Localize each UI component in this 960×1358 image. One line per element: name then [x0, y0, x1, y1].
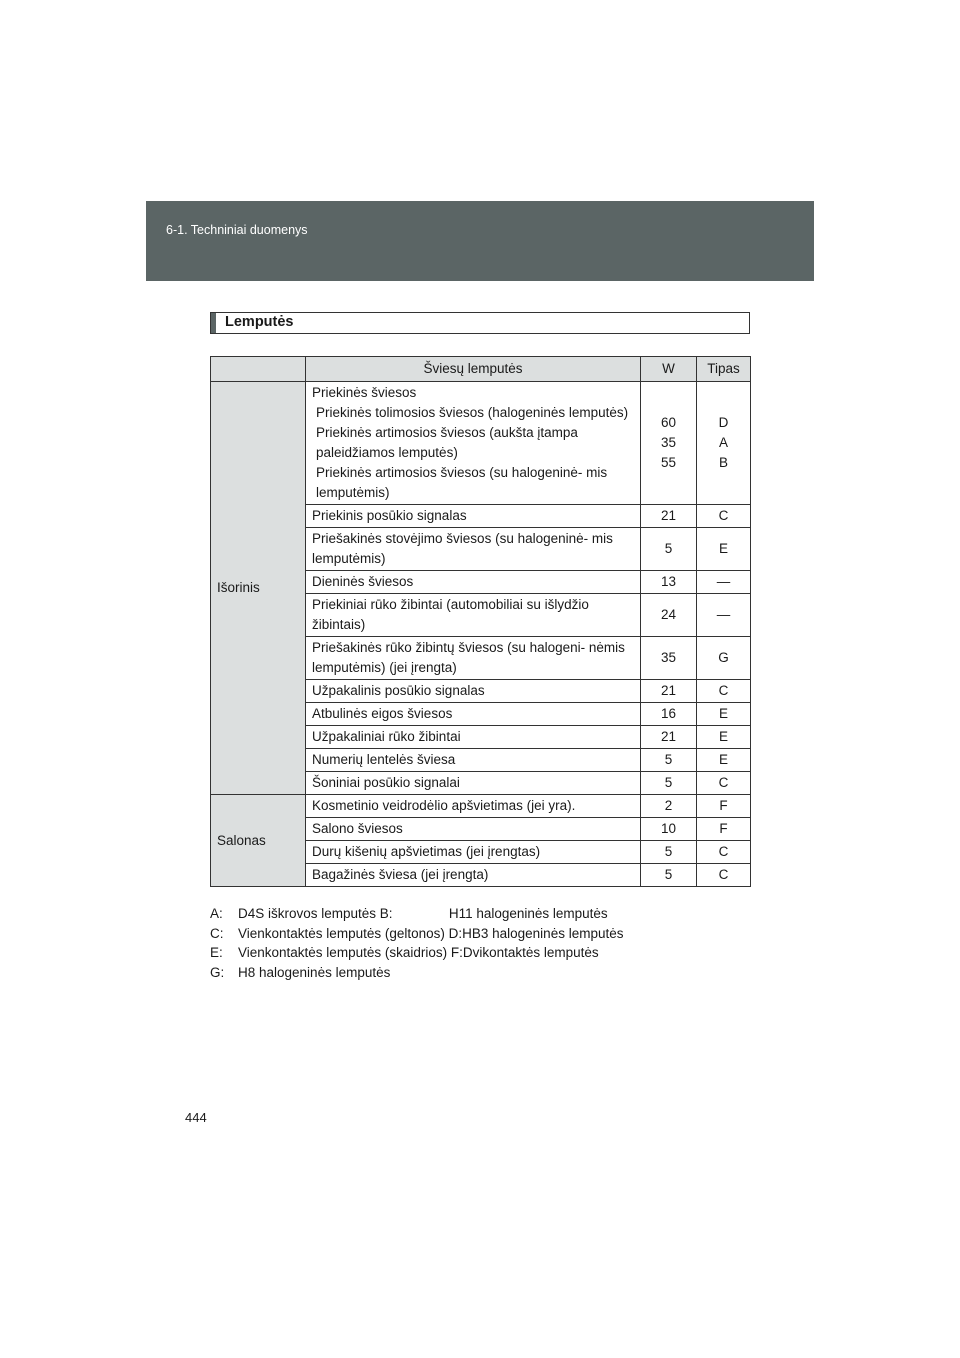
watts-cell: 21 [641, 680, 697, 703]
legend-key: C: [210, 925, 224, 941]
bulb-spec-table [210, 356, 751, 887]
type-cell: E [697, 528, 751, 571]
watts-cell: 21 [641, 726, 697, 749]
chapter-header [146, 201, 814, 281]
bulb-cell: Priekinis posūkio signalas [306, 505, 641, 528]
bulb-label: Priekinės šviesos [312, 385, 417, 400]
bulb-sublabel: Priekinės tolimosios šviesos (halogeninės lemputės) [316, 405, 629, 420]
watts-cell: 35 [641, 637, 697, 680]
legend-row [210, 924, 623, 944]
type-cell: C [697, 505, 751, 528]
type-cell: F [697, 818, 751, 841]
type-cell: E [697, 726, 751, 749]
section-heading-box [210, 312, 750, 334]
table-row [211, 382, 751, 505]
watts-cell: 2 [641, 795, 697, 818]
watts-value: 55 [660, 455, 677, 470]
watts-value: 60 [660, 415, 677, 430]
bulb-cell: Numerių lentelės šviesa [306, 749, 641, 772]
section-title: 6-1. Techniniai duomenys [166, 223, 308, 237]
bulb-cell [306, 382, 641, 505]
page-number: 444 [185, 1110, 207, 1125]
legend-text: D4S iškrovos lemputės B: H11 halogeninės lemputės [238, 906, 608, 921]
table-header-row [211, 357, 751, 382]
watts-cell: 5 [641, 772, 697, 795]
bulb-cell: Kosmetinio veidrodėlio apšvietimas (jei yra). [306, 795, 641, 818]
watts-value: 35 [660, 435, 677, 450]
column-header-group [211, 357, 306, 382]
type-cell: C [697, 772, 751, 795]
heading-accent-bar [211, 313, 216, 333]
type-cell: G [697, 637, 751, 680]
watts-cell: 13 [641, 571, 697, 594]
legend-text: Vienkontaktės lemputės (geltonos) D:HB3 halogeninės lemputės [238, 925, 624, 941]
watts-cell: 24 [641, 594, 697, 637]
legend-key: E: [210, 945, 223, 960]
watts-cell: 16 [641, 703, 697, 726]
type-legend [210, 904, 623, 982]
legend-row [210, 943, 623, 963]
bulb-cell: Atbulinės eigos šviesos [306, 703, 641, 726]
watts-cell [641, 382, 697, 505]
column-header-bulb: Šviesų lemputės [306, 357, 641, 382]
column-header-watts: W [641, 357, 697, 382]
legend-key: A: [210, 906, 223, 921]
type-cell: — [697, 571, 751, 594]
bulb-cell: Priekiniai rūko žibintai (automobiliai su išlydžio žibintais) [306, 594, 641, 637]
type-cell: C [697, 841, 751, 864]
legend-row [210, 904, 623, 924]
watts-cell: 21 [641, 505, 697, 528]
bulb-cell: Užpakalinis posūkio signalas [306, 680, 641, 703]
column-header-type: Tipas [697, 357, 751, 382]
bulb-cell: Bagažinės šviesa (jei įrengta) [306, 864, 641, 887]
watts-cell: 5 [641, 864, 697, 887]
type-value: A [718, 435, 728, 450]
type-cell [697, 382, 751, 505]
group-cell-interior: Salonas [211, 795, 306, 887]
group-cell-exterior: Išorinis [211, 382, 306, 795]
legend-text: Vienkontaktės lemputės (skaidrios) F:Dvikontaktės lemputės [238, 945, 599, 960]
type-cell: E [697, 703, 751, 726]
type-value: B [718, 455, 728, 470]
type-cell: C [697, 864, 751, 887]
type-cell: E [697, 749, 751, 772]
legend-row [210, 963, 623, 983]
bulb-cell: Salono šviesos [306, 818, 641, 841]
bulb-sublabel: Priekinės artimosios šviesos (su halogeninė- mis lemputėmis) [316, 465, 608, 500]
bulb-cell: Priešakinės stovėjimo šviesos (su halogeninė- mis lemputėmis) [306, 528, 641, 571]
bulb-cell: Užpakaliniai rūko žibintai [306, 726, 641, 749]
bulb-cell: Dieninės šviesos [306, 571, 641, 594]
legend-key: G: [210, 964, 225, 980]
watts-cell: 10 [641, 818, 697, 841]
type-cell: C [697, 680, 751, 703]
legend-text: H8 halogeninės lemputės [238, 964, 391, 980]
type-cell: F [697, 795, 751, 818]
watts-cell: 5 [641, 528, 697, 571]
bulb-cell: Priešakinės rūko žibintų šviesos (su halogeni- nėmis lemputėmis) (jei įrengta) [306, 637, 641, 680]
type-cell: — [697, 594, 751, 637]
watts-cell: 5 [641, 749, 697, 772]
type-value: D [718, 415, 729, 430]
section-heading: Lemputės [225, 314, 294, 330]
bulb-cell: Durų kišenių apšvietimas (jei įrengtas) [306, 841, 641, 864]
table-row [211, 795, 751, 818]
bulb-sublabel: Priekinės artimosios šviesos (aukšta įtampa paleidžiamos lemputės) [316, 425, 578, 460]
watts-cell: 5 [641, 841, 697, 864]
bulb-cell: Šoniniai posūkio signalai [306, 772, 641, 795]
